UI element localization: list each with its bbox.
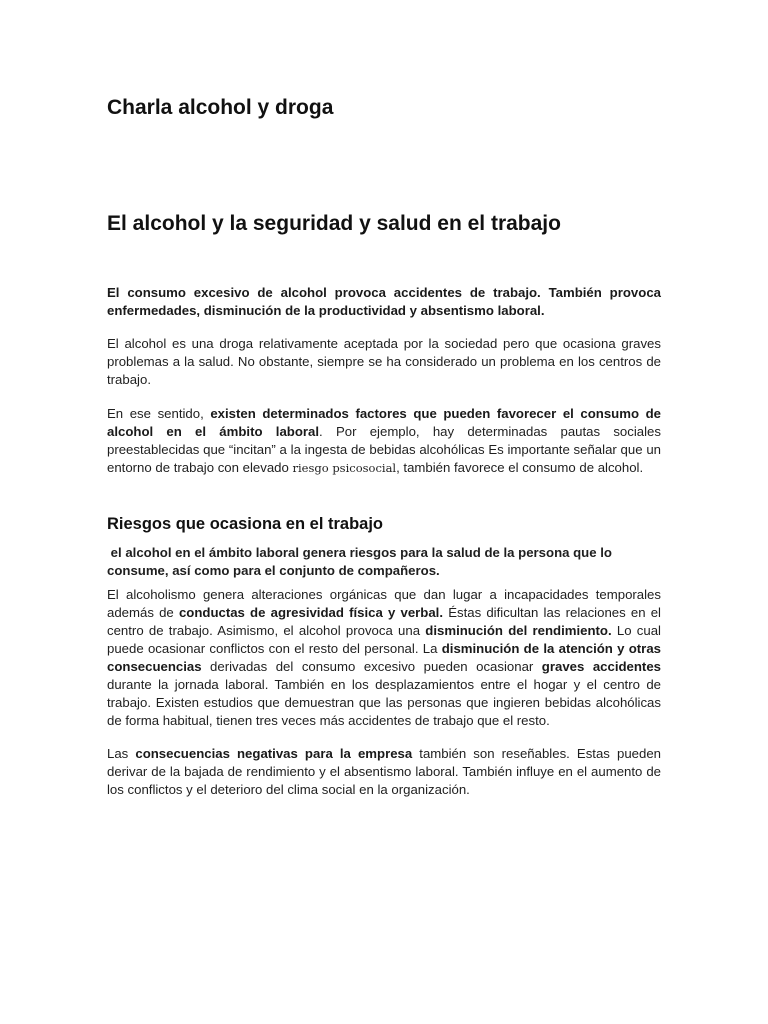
alcoholism-text-4: derivadas del consumo excesivo pueden ocasionar	[201, 659, 542, 674]
psychosocial-risk-term: riesgo psicosocial	[292, 461, 397, 475]
risk-intro-paragraph: el alcohol en el ámbito laboral genera riesgos para la salud de la persona que lo consume, así como para el conjunto de compañeros.	[107, 545, 616, 578]
factors-text-1: En ese sentido,	[107, 406, 211, 421]
factors-bold-1: existen determinados factores que pueden favorecer el consumo de alcohol en el ámbito laboral	[107, 406, 661, 439]
alcoholism-bold-2: disminución del rendimiento.	[425, 623, 612, 638]
alcoholism-bold-4: graves accidentes	[541, 659, 661, 674]
factors-paragraph	[107, 405, 661, 477]
company-text-2: también son reseñables. Estas pueden derivar de la bajada de rendimiento y el absentismo laboral. También influye en el aumento de los conflictos y el deterioro del clima social en la organización.	[107, 746, 661, 797]
alcoholism-paragraph	[107, 586, 661, 730]
company-text-1: Las	[107, 746, 136, 761]
company-bold-1: consecuencias negativas para la empresa	[135, 746, 413, 761]
alcoholism-text-1: El alcoholismo genera alteraciones orgánicas que dan lugar a incapacidades temporales además de	[107, 587, 661, 620]
alcoholism-text-2: Éstas dificultan las relaciones en el centro de trabajo. Asimismo, el alcohol provoca una	[107, 605, 661, 638]
risks-subheading: Riesgos que ocasiona en el trabajo	[107, 515, 383, 533]
alcoholism-text-3: Lo cual puede ocasionar conflictos con el resto del personal. La	[107, 623, 661, 656]
factors-text-3: , también favorece el consumo de alcohol.	[396, 460, 644, 475]
intro-paragraph	[107, 284, 661, 320]
alcoholism-bold-3: disminución de la atención y otras consecuencias	[107, 641, 661, 674]
company-consequences-paragraph	[107, 745, 661, 799]
factors-text-2: . Por ejemplo, hay determinadas pautas sociales preestablecidas que “incitan” a la ingesta de bebidas alcohólicas Es importante señalar que un entorno de trabajo con elevado	[107, 424, 661, 475]
alcoholism-bold-1: conductas de agresividad física y verbal.	[178, 605, 444, 620]
intro-bold-text: El consumo excesivo de alcohol provoca accidentes de trabajo. También provoca enfermedades, disminución de la productividad y absentismo laboral.	[107, 285, 661, 318]
document-title: Charla alcohol y droga	[107, 96, 334, 119]
section-heading: El alcohol y la seguridad y salud en el trabajo	[107, 212, 561, 235]
accepted-drug-paragraph: El alcohol es una droga relativamente aceptada por la sociedad pero que ocasiona graves problemas a la salud. No obstante, siempre se ha considerado un problema en los centros de trabajo.	[107, 336, 661, 387]
alcoholism-text-5: durante la jornada laboral. También en los desplazamientos entre el hogar y el centro de trabajo. Existen estudios que demuestran que las personas que ingieren bebidas alcohólicas de forma habitual, tienen tres veces más accidentes de trabajo que el resto.	[107, 677, 661, 728]
